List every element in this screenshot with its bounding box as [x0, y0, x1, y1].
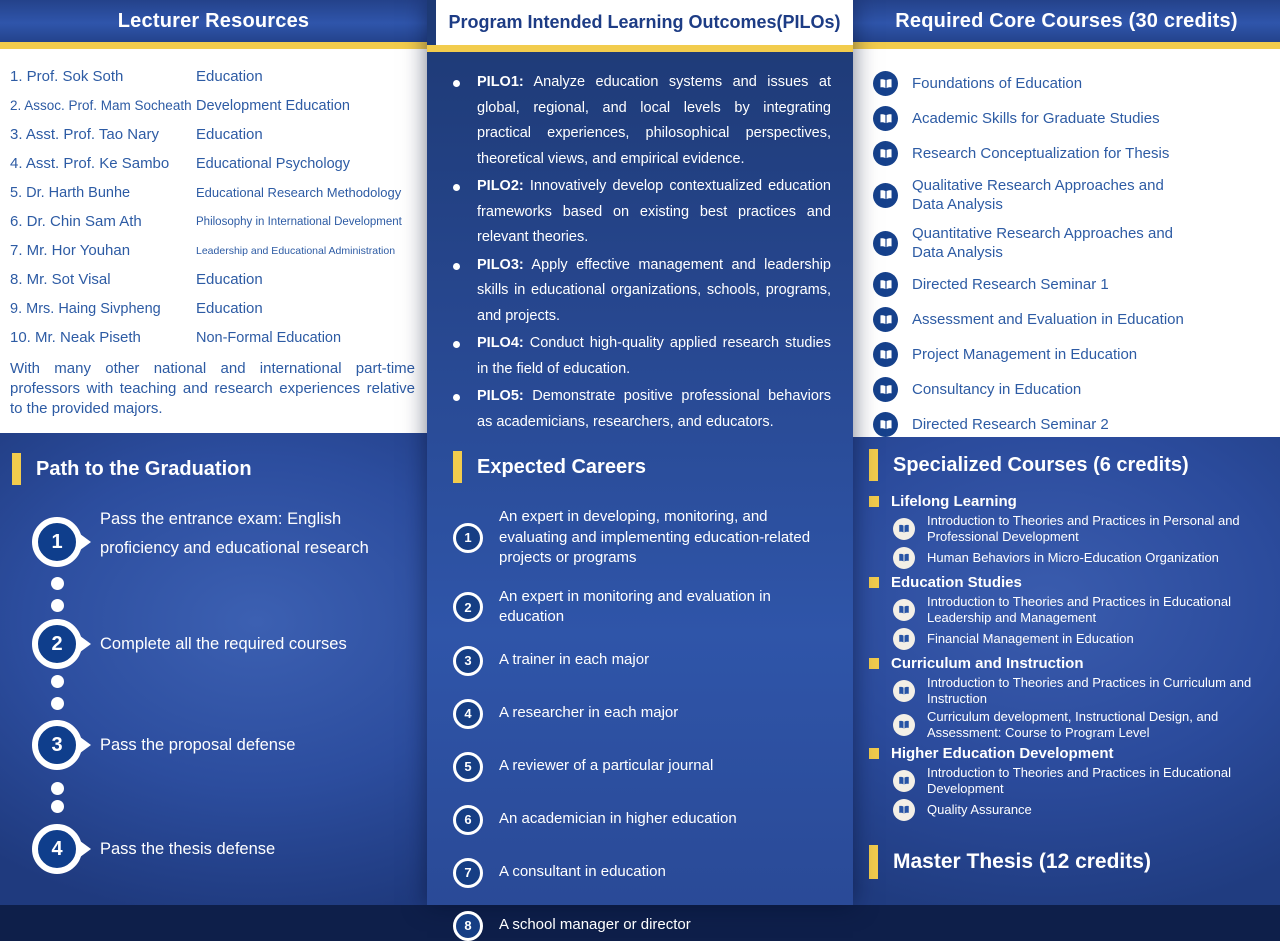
step-3-icon [32, 720, 82, 770]
career-text: An academician in higher education [499, 810, 737, 828]
specialized-group [869, 574, 1266, 650]
pilo-text: Demonstrate positive professional behaviors as academicians, researchers, and educators. [477, 388, 831, 430]
course-item [873, 272, 1270, 297]
yellow-square-icon [869, 658, 879, 669]
lecturer-name: 2. Assoc. Prof. Mam Socheath [10, 98, 192, 113]
yellow-divider [427, 45, 853, 52]
pilo-item [453, 70, 831, 172]
career-item [453, 699, 831, 729]
careers-title: Expected Careers [477, 455, 646, 478]
specialized-course [893, 765, 1266, 796]
lecturer-name: 10. Mr. Neak Piseth [10, 329, 141, 346]
open-book-icon [893, 547, 915, 569]
open-book-icon [873, 183, 898, 208]
lecturer-name: 8. Mr. Sot Visal [10, 271, 111, 288]
pilo-text: Analyze education systems and issues at global, regional, and local levels by integrating practical experiences, philosophical perspectives, theoretical views, and empirical evidence. [477, 74, 832, 167]
open-book-icon [893, 799, 915, 821]
course-name: Human Behaviors in Micro-Education Organization [927, 550, 1219, 566]
yellow-divider [0, 42, 427, 49]
course-item [873, 377, 1270, 402]
lecturer-row [10, 149, 419, 178]
career-item [453, 752, 831, 782]
specialized-course [893, 547, 1266, 569]
course-item [873, 141, 1270, 166]
numbered-circle-icon: 3 [453, 646, 483, 676]
step-number: 2 [51, 632, 63, 655]
numbered-circle-icon: 4 [453, 699, 483, 729]
career-item [453, 646, 831, 676]
lecturer-row [10, 62, 419, 91]
lecturer-row [10, 120, 419, 149]
lecturer-major: Educational Research Methodology [196, 185, 402, 200]
pilo-label: PILO3: [477, 256, 524, 273]
course-item [873, 176, 1270, 214]
lecturers-title: Lecturer Resources [117, 9, 310, 32]
step-4-text: Pass the thesis defense [100, 840, 276, 858]
yellow-square-icon [869, 496, 879, 507]
careers-title-row [453, 451, 831, 483]
course-item [873, 342, 1270, 367]
numbered-circle-icon: 6 [453, 805, 483, 835]
lecturer-row [10, 207, 419, 236]
open-book-icon [893, 680, 915, 702]
pilo-text: Conduct high-quality applied research studies in the field of education. [477, 335, 831, 377]
career-item [453, 507, 831, 569]
lecturer-name: 1. Prof. Sok Soth [10, 68, 124, 85]
lecturer-name: 3. Asst. Prof. Tao Nary [10, 126, 159, 143]
pilo-label: PILO2: [477, 178, 524, 194]
specialized-title-row [869, 449, 1266, 481]
group-name: Higher Education Development [891, 745, 1114, 762]
course-name: Introduction to Theories and Practices in Educational Leadership and Management [927, 594, 1231, 625]
lecturer-name: 4. Asst. Prof. Ke Sambo [10, 155, 170, 172]
dot-icon [453, 263, 460, 270]
core-courses-header [853, 0, 1280, 42]
yellow-divider [853, 42, 1280, 49]
dot-icon [51, 675, 64, 688]
numbered-circle-icon: 7 [453, 858, 483, 888]
dot-icon [51, 800, 64, 813]
specialized-course [893, 628, 1266, 650]
course-name: Project Management in Education [912, 346, 1138, 363]
specialized-course [893, 594, 1266, 625]
pilo-item [453, 253, 831, 330]
specialized-group [869, 493, 1266, 569]
dot-icon [51, 577, 64, 590]
lecturer-major: Philosophy in International Development [196, 215, 402, 228]
course-name: Directed Research Seminar 1 [912, 276, 1109, 293]
lecturer-major: Non-Formal Education [196, 329, 342, 346]
course-name: Research Conceptualization for Thesis [912, 145, 1170, 162]
course-name: Introduction to Theories and Practices in Personal and Professional Development [927, 513, 1240, 544]
lecturer-major: Education [196, 68, 263, 85]
dot-icon [453, 394, 460, 401]
pilos-body [427, 52, 853, 934]
open-book-icon [873, 231, 898, 256]
lecturer-major: Education [196, 126, 263, 143]
group-name: Lifelong Learning [891, 493, 1017, 510]
open-book-icon [873, 377, 898, 402]
lecturer-row [10, 265, 419, 294]
career-text: An expert in monitoring and evaluation in education [499, 587, 771, 625]
graduation-section [0, 433, 427, 905]
pilo-text: Apply effective management and leadership skills in educational organizations, schools, programs, and projects. [477, 256, 832, 324]
specialized-course [893, 799, 1266, 821]
numbered-circle-icon: 1 [453, 523, 483, 553]
yellow-square-icon [869, 748, 879, 759]
numbered-circle-icon: 8 [453, 911, 483, 941]
dot-icon [453, 184, 460, 191]
career-text: A reviewer of a particular journal [499, 757, 714, 775]
open-book-icon [873, 307, 898, 332]
pilo-label: PILO5: [477, 388, 524, 404]
open-book-icon [893, 714, 915, 736]
open-book-icon [873, 412, 898, 437]
course-item [873, 71, 1270, 96]
course-name: Curriculum development, Instructional Design, and Assessment: Course to Program Level [927, 709, 1219, 740]
career-text: A consultant in education [499, 863, 666, 881]
specialized-section [853, 437, 1280, 905]
pilo-item [453, 174, 831, 251]
pilos-header [436, 0, 853, 45]
career-text: A trainer in each major [499, 651, 650, 669]
lecturer-row [10, 178, 419, 207]
career-text: An expert in developing, monitoring, and evaluating and implementing education-related projects or programs [499, 508, 811, 566]
graduation-title: Path to the Graduation [36, 457, 252, 480]
lecturer-name: 5. Dr. Harth Bunhe [10, 184, 131, 201]
career-item [453, 858, 831, 888]
master-thesis-title: Master Thesis (12 credits) [893, 850, 1151, 873]
step-2-text: Complete all the required courses [100, 635, 347, 653]
step-1-text: Pass the entrance exam: English proficiency and educational research [100, 510, 369, 557]
open-book-icon [893, 628, 915, 650]
step-number: 3 [51, 733, 63, 756]
core-courses-list [853, 49, 1280, 437]
lecturer-row [10, 294, 419, 323]
dot-icon [51, 599, 64, 612]
master-thesis-title-row [869, 845, 1151, 879]
yellow-bar-icon [869, 845, 878, 879]
dot-icon [453, 80, 460, 87]
specialized-group [869, 745, 1266, 821]
pilos-title: Program Intended Learning Outcomes(PILOs) [448, 12, 841, 32]
pilo-text: Innovatively develop contextualized education frameworks based on existing best practices and relevant theories. [477, 178, 831, 245]
lecturer-row [10, 323, 419, 352]
course-name: Quantitative Research Approaches and Data Analysis [912, 225, 1173, 261]
column-lecturers [0, 0, 427, 905]
yellow-square-icon [869, 577, 879, 588]
careers-list [453, 507, 831, 941]
course-item [873, 224, 1270, 262]
pilo-label: PILO4: [477, 335, 524, 351]
yellow-bar-icon [869, 449, 878, 481]
lecturers-list [0, 49, 427, 433]
career-text: A researcher in each major [499, 704, 679, 722]
lecturer-row [10, 236, 419, 265]
numbered-circle-icon: 5 [453, 752, 483, 782]
open-book-icon [873, 141, 898, 166]
course-name: Directed Research Seminar 2 [912, 416, 1109, 433]
specialized-course [893, 709, 1266, 740]
specialized-title: Specialized Courses (6 credits) [893, 453, 1189, 476]
course-name: Qualitative Research Approaches and Data Analysis [912, 177, 1164, 213]
career-item [453, 587, 831, 628]
course-name: Assessment and Evaluation in Education [912, 311, 1184, 328]
course-name: Quality Assurance [927, 802, 1032, 818]
open-book-icon [873, 272, 898, 297]
career-text: A school manager or director [499, 916, 691, 934]
group-name: Education Studies [891, 574, 1022, 591]
dot-icon [51, 782, 64, 795]
dot-icon [453, 341, 460, 348]
open-book-icon [893, 770, 915, 792]
lecturer-name: 9. Mrs. Haing Sivpheng [10, 300, 161, 317]
course-item [873, 412, 1270, 437]
course-item [873, 106, 1270, 131]
course-name: Introduction to Theories and Practices in Curriculum and Instruction [927, 675, 1252, 706]
open-book-icon [893, 599, 915, 621]
open-book-icon [873, 71, 898, 96]
specialized-group [869, 655, 1266, 740]
step-1-icon [32, 517, 82, 567]
lecturer-major: Educational Psychology [196, 155, 350, 172]
step-4-icon [32, 824, 82, 874]
career-item [453, 911, 831, 941]
lecturer-name: 6. Dr. Chin Sam Ath [10, 213, 142, 230]
lecturer-name: 7. Mr. Hor Youhan [10, 242, 131, 259]
step-number: 1 [51, 530, 63, 553]
lecturer-major: Education [196, 271, 263, 288]
lecturer-row [10, 91, 419, 120]
lecturers-note: With many other national and international part-time professors with teaching and research experiences relative to the provided majors. [10, 360, 415, 417]
course-name: Academic Skills for Graduate Studies [912, 110, 1160, 127]
course-item [873, 307, 1270, 332]
graduation-title-row [12, 453, 252, 485]
core-courses-title: Required Core Courses (30 credits) [895, 9, 1238, 32]
course-name: Financial Management in Education [927, 631, 1134, 647]
dot-icon [51, 697, 64, 710]
pilo-item [453, 331, 831, 382]
lecturer-major: Education [196, 300, 263, 317]
course-name: Consultancy in Education [912, 381, 1082, 398]
open-book-icon [873, 342, 898, 367]
column-courses [853, 0, 1280, 905]
pilo-label: PILO1: [477, 74, 524, 90]
lecturers-header [0, 0, 427, 42]
course-name: Introduction to Theories and Practices in Educational Development [927, 765, 1231, 796]
yellow-bar-icon [12, 453, 21, 485]
step-number: 4 [51, 837, 63, 860]
open-book-icon [893, 518, 915, 540]
step-2-icon [32, 619, 82, 669]
specialized-course [893, 675, 1266, 706]
step-3-text: Pass the proposal defense [100, 736, 296, 754]
specialized-course [893, 513, 1266, 544]
group-name: Curriculum and Instruction [891, 655, 1084, 672]
pilo-item [453, 384, 831, 435]
course-name: Foundations of Education [912, 75, 1083, 92]
lecturer-major: Development Education [196, 97, 350, 114]
yellow-bar-icon [453, 451, 462, 483]
open-book-icon [873, 106, 898, 131]
numbered-circle-icon: 2 [453, 592, 483, 622]
lecturer-major: Leadership and Educational Administration [196, 244, 396, 257]
career-item [453, 805, 831, 835]
column-pilos [427, 0, 853, 934]
